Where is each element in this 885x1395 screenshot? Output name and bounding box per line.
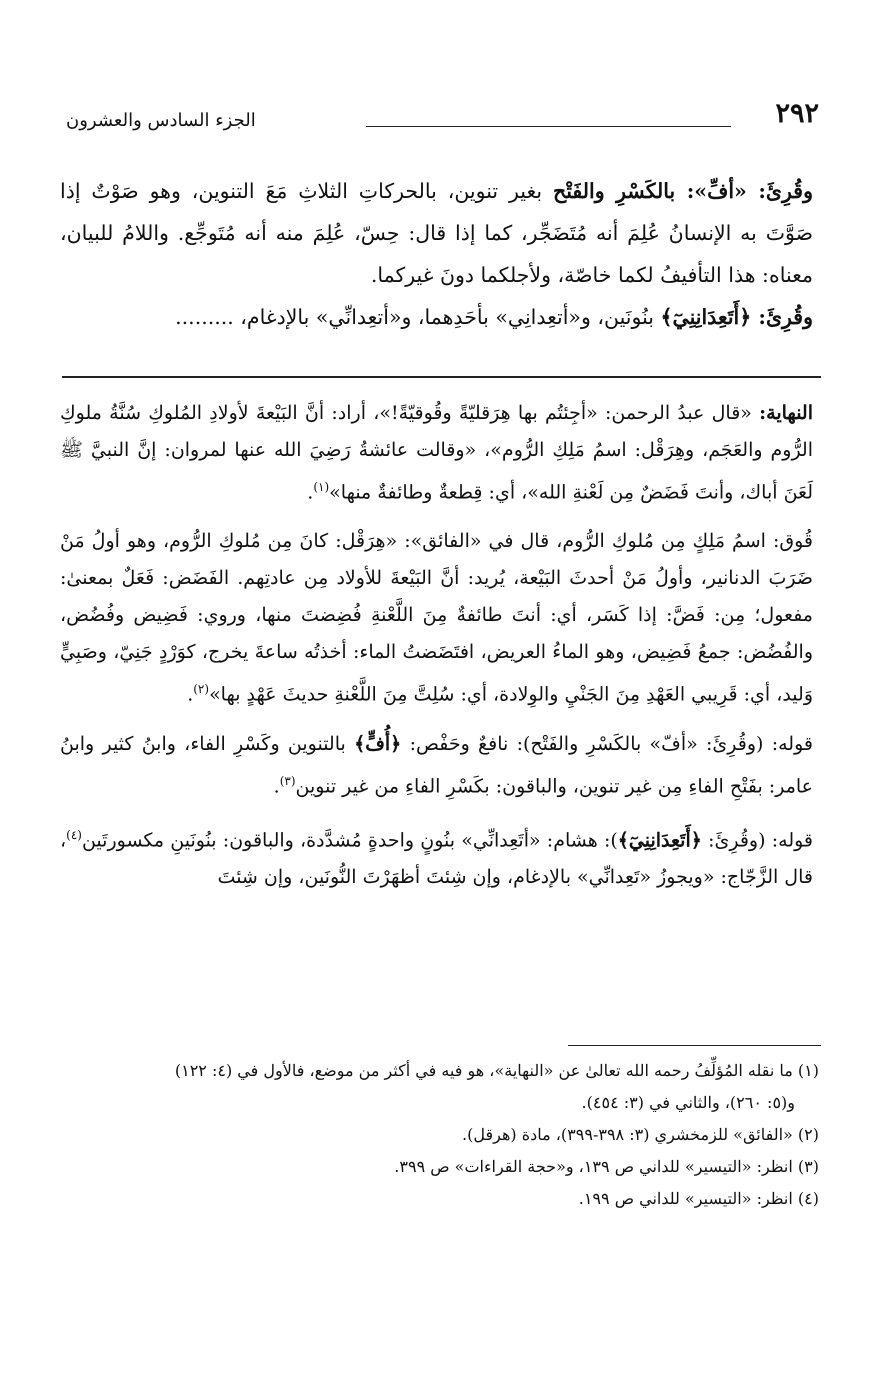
commentary-body: ، قال الزَّجّاج: «ويجوزُ «تَعِدانِّي» بالإدغام، وإن شِئتَ أظهَرْتَ النُّونَين، وإن شِئتَ	[60, 829, 813, 889]
footnote-ref: (٤)	[66, 827, 82, 842]
commentary-body: بالتنوين وكَسْرِ الفاء، وابنُ كثير وابنُ عامر: بفَتْحِ الفاءِ مِن غير تنوين، والباقون: بكَسْرِ الفاءِ من غير تنوين	[60, 732, 813, 797]
punctuation: .	[187, 683, 194, 706]
main-lead: وقُرِئَ: «أفِّ»:	[675, 179, 813, 203]
commentary-paragraph	[60, 523, 813, 713]
footnote: (٤) انظر: «التيسير» للداني ص ١٩٩.	[578, 1189, 819, 1208]
page-number: ٢٩٢	[775, 98, 819, 129]
main-paragraph	[60, 170, 813, 296]
page-header	[66, 98, 819, 138]
footnote: (١) ما نقله المُؤلِّفُ رحمه الله تعالىٰ عن «النهاية»، هو فيه في أكثر من موضع، فالأول في (٤: ١٢٢)	[174, 1061, 819, 1080]
footnote: (٣) انظر: «التيسير» للداني ص ١٣٩، و«حجة القراءات» ص ٣٩٩.	[394, 1157, 819, 1176]
section-separator	[62, 376, 821, 378]
footnote-ref: (٣)	[279, 773, 296, 788]
commentary-body: قوله: (وقُرِئَ: «أفّ» بالكَسْرِ والفَتْح): نافعٌ وحَفْص:	[401, 732, 813, 755]
quran-quote: ﴿أَتَعِدَانِنِيٓ﴾	[660, 305, 752, 329]
commentary-paragraph	[60, 726, 813, 805]
commentary-body: قُوق: اسمُ مَلِكٍ مِن مُلوكِ الرُّوم، قال في «الفائق»: «هِرَقْل: كانَ مِن مُلوكِ الرُّوم، وهو أولُ مَنْ ضَرَبَ الدنانير، وأولُ مَنْ أحدثَ البَيْعة، يُريد: أنَّ البَيْعةَ للأولاد مِن عادتِهم. الفَضَض: فَعَلٌ بمعنىٰ: مفعول؛ مِن: فَضَّ: إذا كَسَر، أي: أنتَ طائفةٌ مِنَ اللَّعْنةِ فُضِضتَ منها، وروي: فَضِيض وفُضُض، والفُضُض: جمعُ فَضِيض، وهو الماءُ العريض، افتَضَضتُ الماء: أخذتُه ساعةَ يخرج، كوَرْدٍ جَنِيّ، وصَبِيٍّ وَليد، أي: قَرِيبي العَهْدِ مِنَ الجَنْيِ والوِلادة، أي: سُلِتَّ مِنَ اللَّعْنةِ حديثَ عَهْدٍ بها»	[60, 530, 813, 706]
footnote: (٢) «الفائق» للزمخشري (٣: ٣٩٨-٣٩٩)، مادة (هرقل).	[462, 1125, 819, 1144]
quran-quote: ﴿أُفٍّ﴾	[354, 732, 402, 755]
source-label: النهاية:	[759, 402, 813, 424]
commentary-paragraph	[60, 817, 813, 896]
main-body: بغير تنوين، بالحركاتِ الثلاثِ مَعَ التنوين، وهو صَوْتٌ إذا صَوَّتَ به الإنسانُ عُلِمَ أنه مُتَضَجِّر، كما إذا قال: حِسّ، عُلِمَ منه أنه مُتَوجِّع. واللامُ للبيان، معناه: هذا التأفيفُ لكما خاصّة، ولأجلكما دونَ غيركما.	[60, 179, 813, 287]
footnote-ref: (٢)	[193, 682, 210, 697]
commentary-body: ): هشام: «أتَعِدانِّي» بنُونٍ واحدةٍ مُشدَّدة، والباقون: بنُونَينِ مكسورتَين	[81, 829, 618, 852]
main-body: بنُونَين، و«أتعِدانِي» بأحَدِهما، و«أتعِدانِّي» بالإدغام، .........	[175, 305, 661, 329]
quran-quote: ﴿أَتَعِدَانِنِيٓ﴾	[617, 829, 702, 852]
running-title: الجزء السادس والعشرون	[66, 110, 256, 131]
footnote-rule	[568, 1045, 821, 1046]
main-lead: وقُرِئَ:	[751, 305, 813, 329]
footnotes	[70, 1055, 819, 1215]
commentary-body: «قال عبدُ الرحمن: «أجِئتُم بها هِرَقليّةً وقُوقيّةً!»، أراد: أنَّ البَيْعةَ لأولادِ المُلوكِ سُنَّةُ ملوكِ الرُّوم والعَجَم، وهِرَقْل: اسمُ مَلِكِ الرُّوم»، «وقالت عائشةُ رَضِيَ الله عنها لمروان: إنَّ النبيَّ ﷺ لَعَنَ أباك، وأنتَ فَضَضٌ مِن لَعْنةِ الله»، أي: قِطعةٌ وطائفةٌ منها»	[60, 402, 813, 504]
footnote-continuation: و(٥: ٢٦٠)، والثاني في (٣: ٤٥٤).	[581, 1093, 795, 1112]
punctuation: .	[273, 774, 280, 797]
header-rule	[366, 126, 731, 127]
commentary-paragraph	[60, 395, 813, 511]
main-paragraph	[60, 296, 813, 338]
footnote-ref: (١)	[313, 480, 330, 494]
main-emphasis: بالكَسْرِ والفَتْح	[552, 179, 676, 203]
main-text	[60, 170, 813, 338]
commentary	[60, 395, 813, 896]
commentary-body: قوله: (وقُرِئَ:	[701, 829, 813, 852]
punctuation: .	[307, 481, 314, 504]
